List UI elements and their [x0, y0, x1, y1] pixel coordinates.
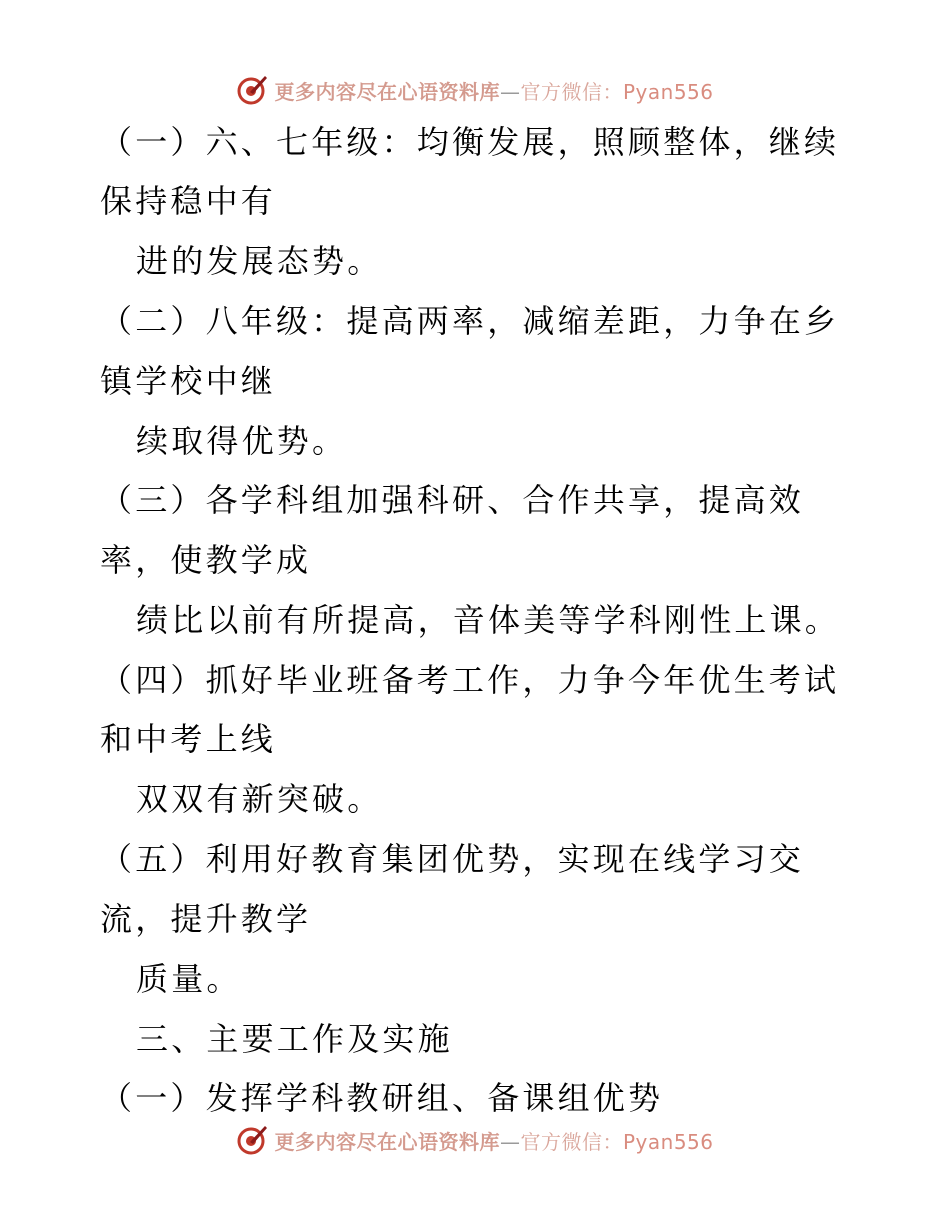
watermark-separator: —: [499, 79, 521, 104]
text-line: 续取得优势。: [136, 422, 348, 460]
text-line: 保持稳中有: [100, 182, 277, 220]
watermark-footer: [0, 1120, 950, 1160]
watermark-main: 更多内容尽在心语资料库: [274, 79, 500, 104]
quill-logo-icon: [236, 1124, 268, 1156]
text-line: 镇学校中继: [100, 362, 277, 400]
text-line: 进的发展态势。: [136, 242, 383, 280]
text-line: （四）抓好毕业班备考工作，力争今年优生考试: [100, 661, 840, 699]
text-line: （三）各学科组加强科研、合作共享，提高效: [100, 481, 805, 519]
watermark-header: [0, 70, 950, 110]
quill-logo-icon: [236, 74, 268, 106]
text-line: （二）八年级：提高两率，减缩差距，力争在乡: [100, 302, 840, 340]
watermark-id: Pyan556: [622, 1129, 714, 1154]
watermark-separator: —: [499, 1129, 521, 1154]
watermark-tail: 官方微信：: [520, 1129, 623, 1154]
text-line: 率，使教学成: [100, 541, 312, 579]
watermark-text: [274, 76, 713, 105]
text-line: （五）利用好教育集团优势，实现在线学习交: [100, 840, 805, 878]
watermark-tail: 官方微信：: [520, 79, 623, 104]
section-heading: 三、主要工作及实施: [136, 1020, 453, 1058]
text-line: 质量。: [136, 960, 242, 998]
watermark-id: Pyan556: [622, 79, 714, 104]
watermark-main: 更多内容尽在心语资料库: [274, 1129, 500, 1154]
text-line: （一）六、七年级：均衡发展，照顾整体，继续: [100, 123, 840, 161]
text-line: 双双有新突破。: [136, 780, 383, 818]
text-line: 和中考上线: [100, 720, 277, 758]
text-line: 流，提升教学: [100, 900, 312, 938]
watermark-text: [274, 1126, 713, 1155]
text-line: 绩比以前有所提高，音体美等学科刚性上课。: [136, 601, 841, 639]
subsection-heading: （一）发挥学科教研组、备课组优势: [100, 1079, 664, 1117]
